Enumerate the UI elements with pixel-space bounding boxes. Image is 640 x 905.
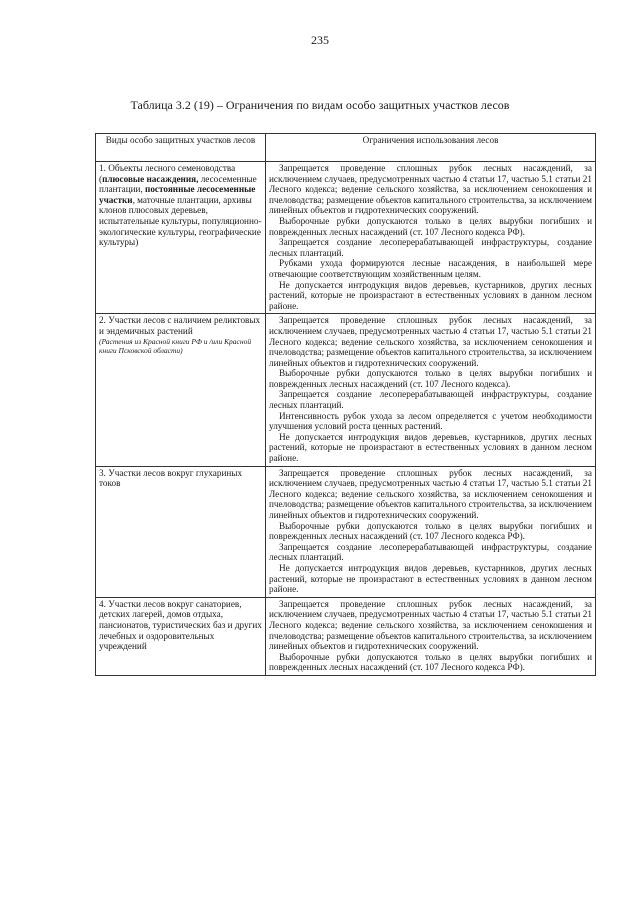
table-row [96,466,596,597]
restrictions-cell [266,314,596,466]
area-type-text: 2. Участки лесов с наличием реликтовых и эндемичных растений [99,315,261,336]
restriction-paragraph: Выборочные рубки допускаются только в целях вырубки погибших и поврежденных лесных насаждений (ст. 107 Лесного кодекса). [269,368,592,389]
table-row [96,314,596,466]
area-type-text: 4. Участки лесов вокруг санаториев, детских лагерей, домов отдыха, пансионатов, туристических баз и других лечебных и оздоровительных учреждений [99,598,262,652]
table-caption: Таблица 3.2 (19) – Ограничения по видам особо защитных участков лесов [130,98,510,112]
restriction-paragraph: Запрещается проведение сплошных рубок лесных насаждений, за исключением случаев, предусмотренных частью 4 статьи 17, частью 5.1 статьи 21 Лесного кодекса; ведение сельского хозяйства, за исключением сенокошения и пчеловодства; размещение объектов капитального строительства, за исключением линейных объектов и гидротехнических сооружений. [269,467,592,520]
area-type-cell [96,314,266,466]
restriction-paragraph: Запрещается проведение сплошных рубок лесных насаждений, за исключением случаев, предусмотренных частью 4 статьи 17, частью 5.1 статьи 21 Лесного кодекса; ведение сельского хозяйства, за исключением сенокошения и пчеловодства; размещение объектов капитального строительства, за исключением линейных объектов и гидротехнических сооружений. [269,163,592,216]
restriction-paragraph: Не допускается интродукция видов деревьев, кустарников, других лесных растений, которые не произрастают в естественных условиях в данном лесном районе. [269,562,592,595]
restrictions-cell [266,162,596,314]
area-type-note: (Растения из Красной книги РФ и /или Красной книги Псковской области) [99,336,252,355]
area-type-text: 3. Участки лесов вокруг глухариных токов [99,467,243,489]
restriction-paragraph: Запрещается создание лесоперерабатывающей инфраструктуры, создание лесных плантаций. [269,237,592,258]
restriction-paragraph: Не допускается интродукция видов деревьев, кустарников, других лесных растений, которые не произрастают в естественных условиях в данном лесном районе. [269,279,592,311]
restriction-paragraph: Выборочные рубки допускаются только в целях вырубки погибших и поврежденных лесных насаждений (ст. 107 Лесного кодекса РФ). [269,520,592,542]
restriction-paragraph: Интенсивность рубок ухода за лесом определяется с учетом необходимости улучшения условий роста ценных растений. [269,410,592,432]
area-type-emphasis: плюсовые насаждения, [102,173,199,184]
restriction-paragraph: Выборочные рубки допускаются только в целях вырубки погибших и поврежденных лесных насаждений (ст. 107 Лесного кодекса РФ). [269,215,592,237]
restrictions-cell [266,597,596,675]
area-type-text: , маточные плантации, архивы клонов плюсовых деревьев, испытательные культуры, популяционно-экологические культуры, географические культуры) [99,194,262,248]
table-row [96,597,596,675]
restriction-paragraph: Запрещается создание лесоперерабатывающей инфраструктуры, создание лесных плантаций. [269,541,592,563]
restriction-paragraph: Запрещается проведение сплошных рубок лесных насаждений, за исключением случаев, предусмотренных частью 4 статьи 17, частью 5.1 статьи 21 Лесного кодекса; ведение сельского хозяйства, за исключением сенокошения и пчеловодства; размещение объектов капитального строительства, за исключением линейных объектов и гидротехнических сооружений. [269,315,592,368]
restriction-paragraph: Выборочные рубки допускаются только в целях вырубки погибших и поврежденных лесных насаждений (ст. 107 Лесного кодекса РФ). [269,651,592,673]
area-type-cell [96,162,266,314]
table-header-row [96,134,596,162]
restriction-paragraph: Запрещается проведение сплошных рубок лесных насаждений, за исключением случаев, предусмотренных частью 4 статьи 17, частью 5.1 статьи 21 Лесного кодекса; ведение сельского хозяйства, за исключением сенокошения и пчеловодства; размещение объектов капитального строительства, за исключением линейных объектов и гидротехнических сооружений. [269,598,592,652]
restrictions-table [95,133,596,676]
restriction-paragraph: Не допускается интродукция видов деревьев, кустарников, других лесных растений, которые не произрастают в естественных условиях в данном лесном районе. [269,431,592,464]
table-row [96,162,596,314]
header-restrictions: Ограничения использования лесов [266,134,596,162]
header-area-types: Виды особо защитных участков лесов [96,134,266,162]
area-type-cell [96,466,266,597]
table-body [96,162,596,676]
restriction-paragraph: Рубками ухода формируются лесные насаждения, в наибольшей мере отвечающие соответствующим хозяйственным целям. [269,258,592,279]
restrictions-cell [266,466,596,597]
area-type-emphasis: постоянные лесосеменные участки [99,184,256,205]
restriction-paragraph: Запрещается создание лесоперерабатывающей инфраструктуры, создание лесных плантаций. [269,389,592,411]
area-type-cell [96,597,266,675]
page-number: 235 [311,33,329,47]
area-type-text: лесосеменные плантации, [99,173,257,195]
area-type-text: 1. Объекты лесного семеноводства ( [99,163,236,184]
